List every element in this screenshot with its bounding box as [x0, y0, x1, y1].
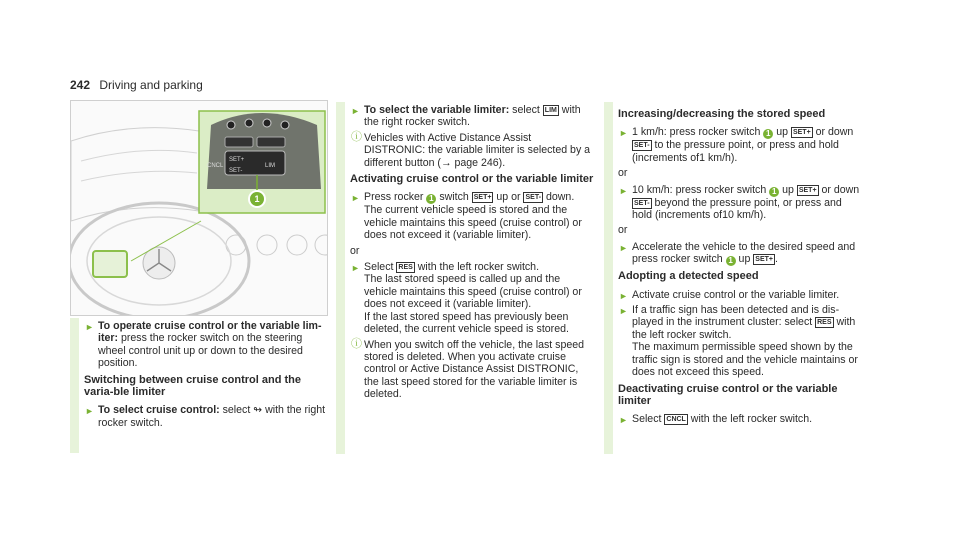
steering-wheel-drawing — [71, 101, 327, 315]
column-1 — [70, 318, 328, 453]
set-minus-key-icon: SET- — [634, 142, 650, 150]
heading-increasing: Increasing/decreasing the stored speed — [618, 108, 826, 120]
instruction-select-cruise: ► To select cruise control: select ↬ with the right rocker switch. — [85, 404, 326, 429]
res-key-icon: RES — [817, 319, 832, 327]
heading-adopting: Adopting a detected speed — [618, 270, 759, 283]
note-switch-off: ⓘ When you switch off the vehicle, the last speed stored is deleted. When you activate cruise control or Active Distance Assist DISTRONIC, the last speed stored for the variable limiter is deleted. — [351, 337, 585, 401]
instruction-accelerate: ► Accelerate the vehicle to the desired speed and press rocker switch 1 up SET+ . — [619, 240, 856, 266]
arrow-right-icon: ► — [619, 242, 628, 253]
svg-text:SET-: SET- — [229, 168, 243, 174]
arrow-right-icon: ► — [619, 306, 628, 317]
page-header — [70, 78, 203, 92]
margin-bar — [604, 102, 613, 454]
arrow-right-icon: ► — [619, 290, 628, 301]
svg-text:CNCL: CNCL — [207, 163, 224, 169]
instruction-select-res: ► Select RES with the left rocker switch. The last stored speed is called up and the vehicle maintains this speed (cruise control) or does not exceed it (variable limiter). If the last stored speed has previously been deleted, the current vehicle speed is stored. — [351, 261, 582, 336]
arrow-right-icon: ► — [351, 193, 360, 204]
page-number: 242 — [70, 78, 91, 92]
arrow-right-icon: ► — [85, 322, 94, 332]
callout-1-icon: 1 — [769, 187, 779, 197]
cruise-control-icon: ↬ — [253, 404, 263, 417]
info-icon: ⓘ — [351, 130, 362, 143]
set-plus-key-icon: SET+ — [755, 256, 773, 264]
set-plus-key-icon: SET+ — [792, 129, 811, 137]
callout-1-icon: 1 — [726, 256, 736, 266]
set-minus-key-icon: SET- — [634, 199, 650, 207]
arrow-right-icon: ► — [351, 263, 360, 274]
lim-key-icon: LIM — [544, 107, 557, 114]
svg-text:SET+: SET+ — [229, 157, 245, 163]
arrow-right-icon: ► — [619, 415, 628, 426]
instruction-operate: ► To operate cruise control or the variable lim-iter: press the rocker switch on the steering wheel control unit up or down to the desired position. — [85, 320, 322, 370]
res-key-icon: RES — [398, 264, 413, 272]
or-text: or — [350, 244, 360, 257]
arrow-right-icon: ► — [619, 185, 628, 196]
heading-activating: Activating cruise control or the variable limiter — [350, 173, 594, 186]
instruction-traffic-sign: ► If a traffic sign has been detected and is dis-played in the instrument cluster: select RES with the left rocker switch. The maximum permissible speed shown by the traffic sign is stored and the vehicle maintains or does not exceed this speed. — [619, 304, 858, 379]
set-plus-key-icon: SET+ — [798, 186, 817, 194]
set-minus-key-icon: SET- — [525, 194, 542, 202]
margin-bar — [70, 318, 79, 453]
steering-wheel-illustration — [70, 100, 328, 316]
column-3 — [604, 102, 862, 454]
callout-1-icon: 1 — [763, 129, 773, 139]
instruction-press-rocker: ► Press rocker 1 switch SET+ up or SET- down. The current vehicle speed is stored and the vehicle maintains this speed (cruise control) or does not exceed it (variable limiter). — [351, 191, 582, 242]
or-text: or — [618, 224, 628, 237]
callout-1: 1 — [254, 194, 260, 204]
note-distronic: ⓘ Vehicles with Active Distance Assist DISTRONIC: the variable limiter is selected by a different button (→ page 246). — [351, 130, 591, 169]
column-2 — [336, 102, 594, 454]
set-plus-key-icon: SET+ — [473, 194, 492, 202]
instruction-1kmh: ► 1 km/h: press rocker switch 1 up SET+ or down SET- to the pressure point, or press and hold (increments of1 km/h). — [619, 126, 854, 164]
arrow-right-icon: ► — [351, 106, 360, 116]
arrow-right-icon: ► — [619, 128, 628, 139]
heading-switching: Switching between cruise control and the varia-ble limiter — [84, 373, 301, 399]
callout-1-icon: 1 — [426, 194, 436, 204]
svg-text:LIM: LIM — [265, 163, 276, 169]
instruction-select-limiter: ► To select the variable limiter: select LIM with the right rocker switch. — [351, 104, 581, 129]
margin-bar — [336, 102, 345, 454]
or-text: or — [618, 167, 628, 180]
instruction-activate: ► Activate cruise control or the variable limiter. — [619, 288, 840, 301]
heading-deactivating: Deactivating cruise control or the variable limiter — [618, 382, 838, 407]
arrow-right-icon: ► — [85, 406, 94, 417]
instruction-10kmh: ► 10 km/h: press rocker switch 1 up SET+ or down SET- beyond the pressure point, or press and hold (increments of10 km/h). — [619, 183, 860, 222]
section-title: Driving and parking — [99, 78, 203, 92]
info-icon: ⓘ — [351, 337, 362, 350]
instruction-cancel: ► Select CNCL with the left rocker switch. — [619, 413, 813, 426]
cncl-key-icon: CNCL — [666, 416, 686, 424]
